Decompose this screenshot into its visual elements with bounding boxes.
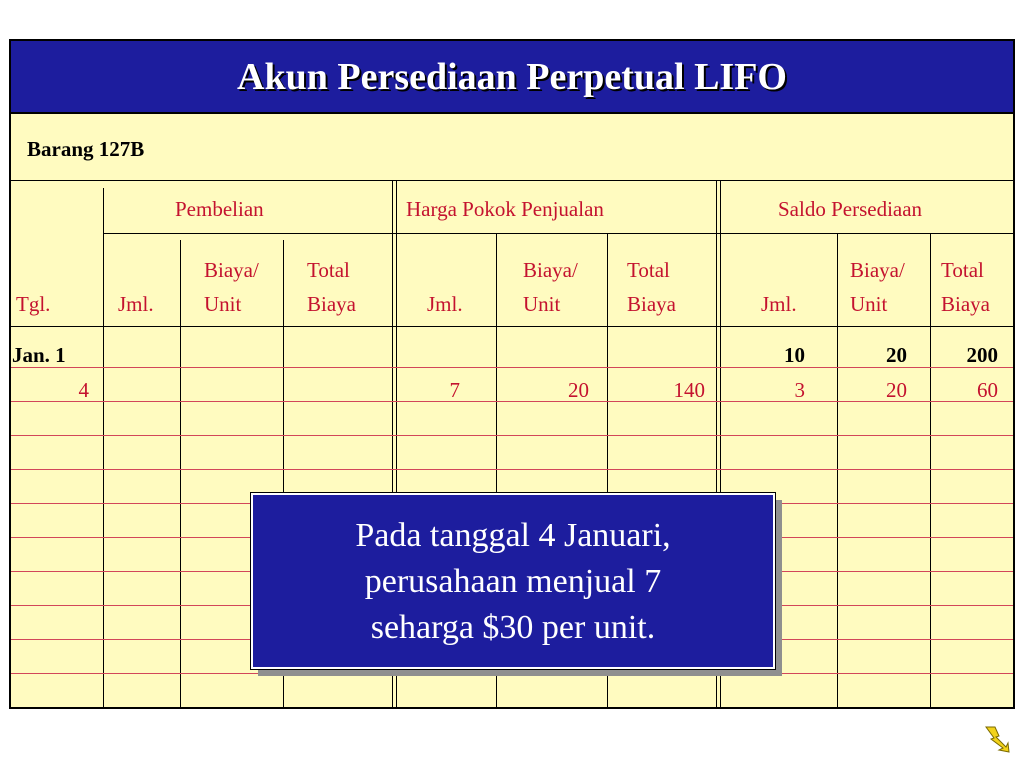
item-label: Barang 127B (27, 137, 145, 161)
callout-line: perusahaan menjual 7 (364, 563, 662, 600)
balance-total-cost: 200 (966, 343, 998, 367)
col-header-total-cost: Biaya (627, 292, 676, 316)
balance-unit-cost: 20 (886, 378, 907, 402)
col-header-qty: Jml. (761, 292, 797, 316)
callout-line: seharga $30 per unit. (370, 609, 656, 646)
callout-box (251, 493, 775, 669)
balance-qty: 3 (794, 378, 805, 402)
ruled-line (11, 367, 1013, 368)
page-title: Akun Persediaan Perpetual LIFO (237, 55, 787, 98)
row-date: Jan. 1 (12, 343, 66, 367)
balance-unit-cost: 20 (886, 343, 907, 367)
col-header-unit-cost: Biaya/ (204, 258, 259, 282)
col-header-total-cost: Biaya (941, 292, 990, 316)
col-header-total-cost: Biaya (307, 292, 356, 316)
balance-qty: 10 (784, 343, 805, 367)
ruled-line (11, 469, 1013, 470)
cogs-unit-cost: 20 (568, 378, 589, 402)
col-header-qty: Jml. (427, 292, 463, 316)
group-header-cogs: Harga Pokok Penjualan (406, 197, 604, 221)
column-divider (837, 233, 838, 707)
column-divider (180, 240, 181, 707)
callout-line: Pada tanggal 4 Januari, (355, 517, 671, 554)
col-header-date: Tgl. (16, 292, 51, 316)
col-header-total-cost: Total (627, 258, 670, 282)
col-header-unit-cost: Unit (523, 292, 561, 316)
col-header-unit-cost: Unit (850, 292, 888, 316)
section-divider (11, 180, 1013, 181)
col-header-unit-cost: Biaya/ (523, 258, 578, 282)
lightning-bolt-icon[interactable] (984, 725, 1010, 753)
ruled-line (11, 435, 1013, 436)
column-divider (930, 233, 931, 707)
cogs-qty: 7 (449, 378, 460, 402)
balance-total-cost: 60 (977, 378, 998, 402)
col-header-unit-cost: Unit (204, 292, 242, 316)
col-header-total-cost: Total (307, 258, 350, 282)
group-header-underline (104, 233, 1013, 234)
title-bar (11, 41, 1013, 114)
col-header-unit-cost: Biaya/ (850, 258, 905, 282)
col-header-total-cost: Total (941, 258, 984, 282)
group-header-purchases: Pembelian (175, 197, 264, 221)
col-header-qty: Jml. (118, 292, 154, 316)
column-divider (103, 188, 104, 707)
group-header-balance: Saldo Persediaan (778, 197, 923, 221)
row-date: 4 (78, 378, 89, 402)
cogs-total-cost: 140 (673, 378, 705, 402)
column-header-underline (11, 326, 1013, 327)
